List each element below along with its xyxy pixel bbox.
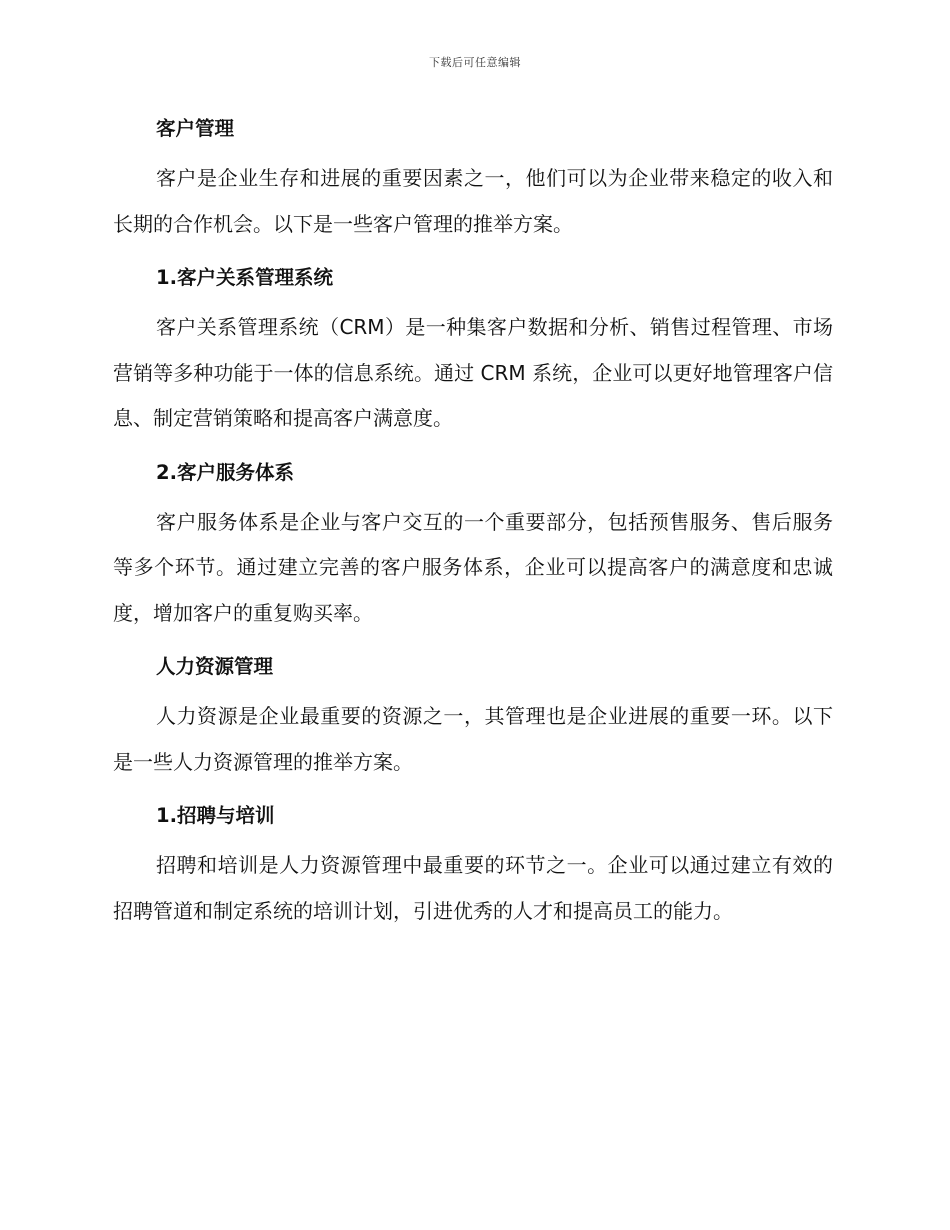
section-hr-management — [113, 648, 833, 785]
section-paragraph: 招聘和培训是人力资源管理中最重要的环节之一。企业可以通过建立有效的招聘管道和制定系统的培训计划，引进优秀的人才和提高员工的能力。 — [113, 853, 833, 923]
section-paragraph: 人力资源是企业最重要的资源之一，其管理也是企业进展的重要一环。以下是一些人力资源管理的推举方案。 — [113, 704, 833, 774]
page-header: 下载后可任意编辑 — [429, 56, 521, 69]
document-body — [113, 110, 833, 934]
section-heading: 人力资源管理 — [156, 655, 274, 678]
section-heading: 1.招聘与培训 — [156, 804, 275, 827]
section-heading: 2.客户服务体系 — [156, 460, 294, 484]
section-paragraph: 客户是企业生存和进展的重要因素之一，他们可以为企业带来稳定的收入和长期的合作机会。以下是一些客户管理的推举方案。 — [113, 166, 833, 236]
section-paragraph: 客户服务体系是企业与客户交互的一个重要部分，包括预售服务、售后服务等多个环节。通过建立完善的客户服务体系，企业可以提高客户的满意度和忠诚度，增加客户的重复购买率。 — [113, 509, 833, 625]
section-heading: 客户管理 — [156, 117, 235, 140]
section-customer-service — [113, 454, 833, 637]
section-heading: 1.客户关系管理系统 — [156, 266, 333, 289]
section-crm-system — [113, 259, 833, 442]
section-recruitment-training — [113, 797, 833, 934]
section-paragraph: 客户关系管理系统（CRM）是一种集客户数据和分析、销售过程管理、市场营销等多种功能于一体的信息系统。通过 CRM 系统，企业可以更好地管理客户信息、制定营销策略和提高客户满意度。 — [113, 315, 833, 430]
section-customer-management — [113, 110, 833, 247]
